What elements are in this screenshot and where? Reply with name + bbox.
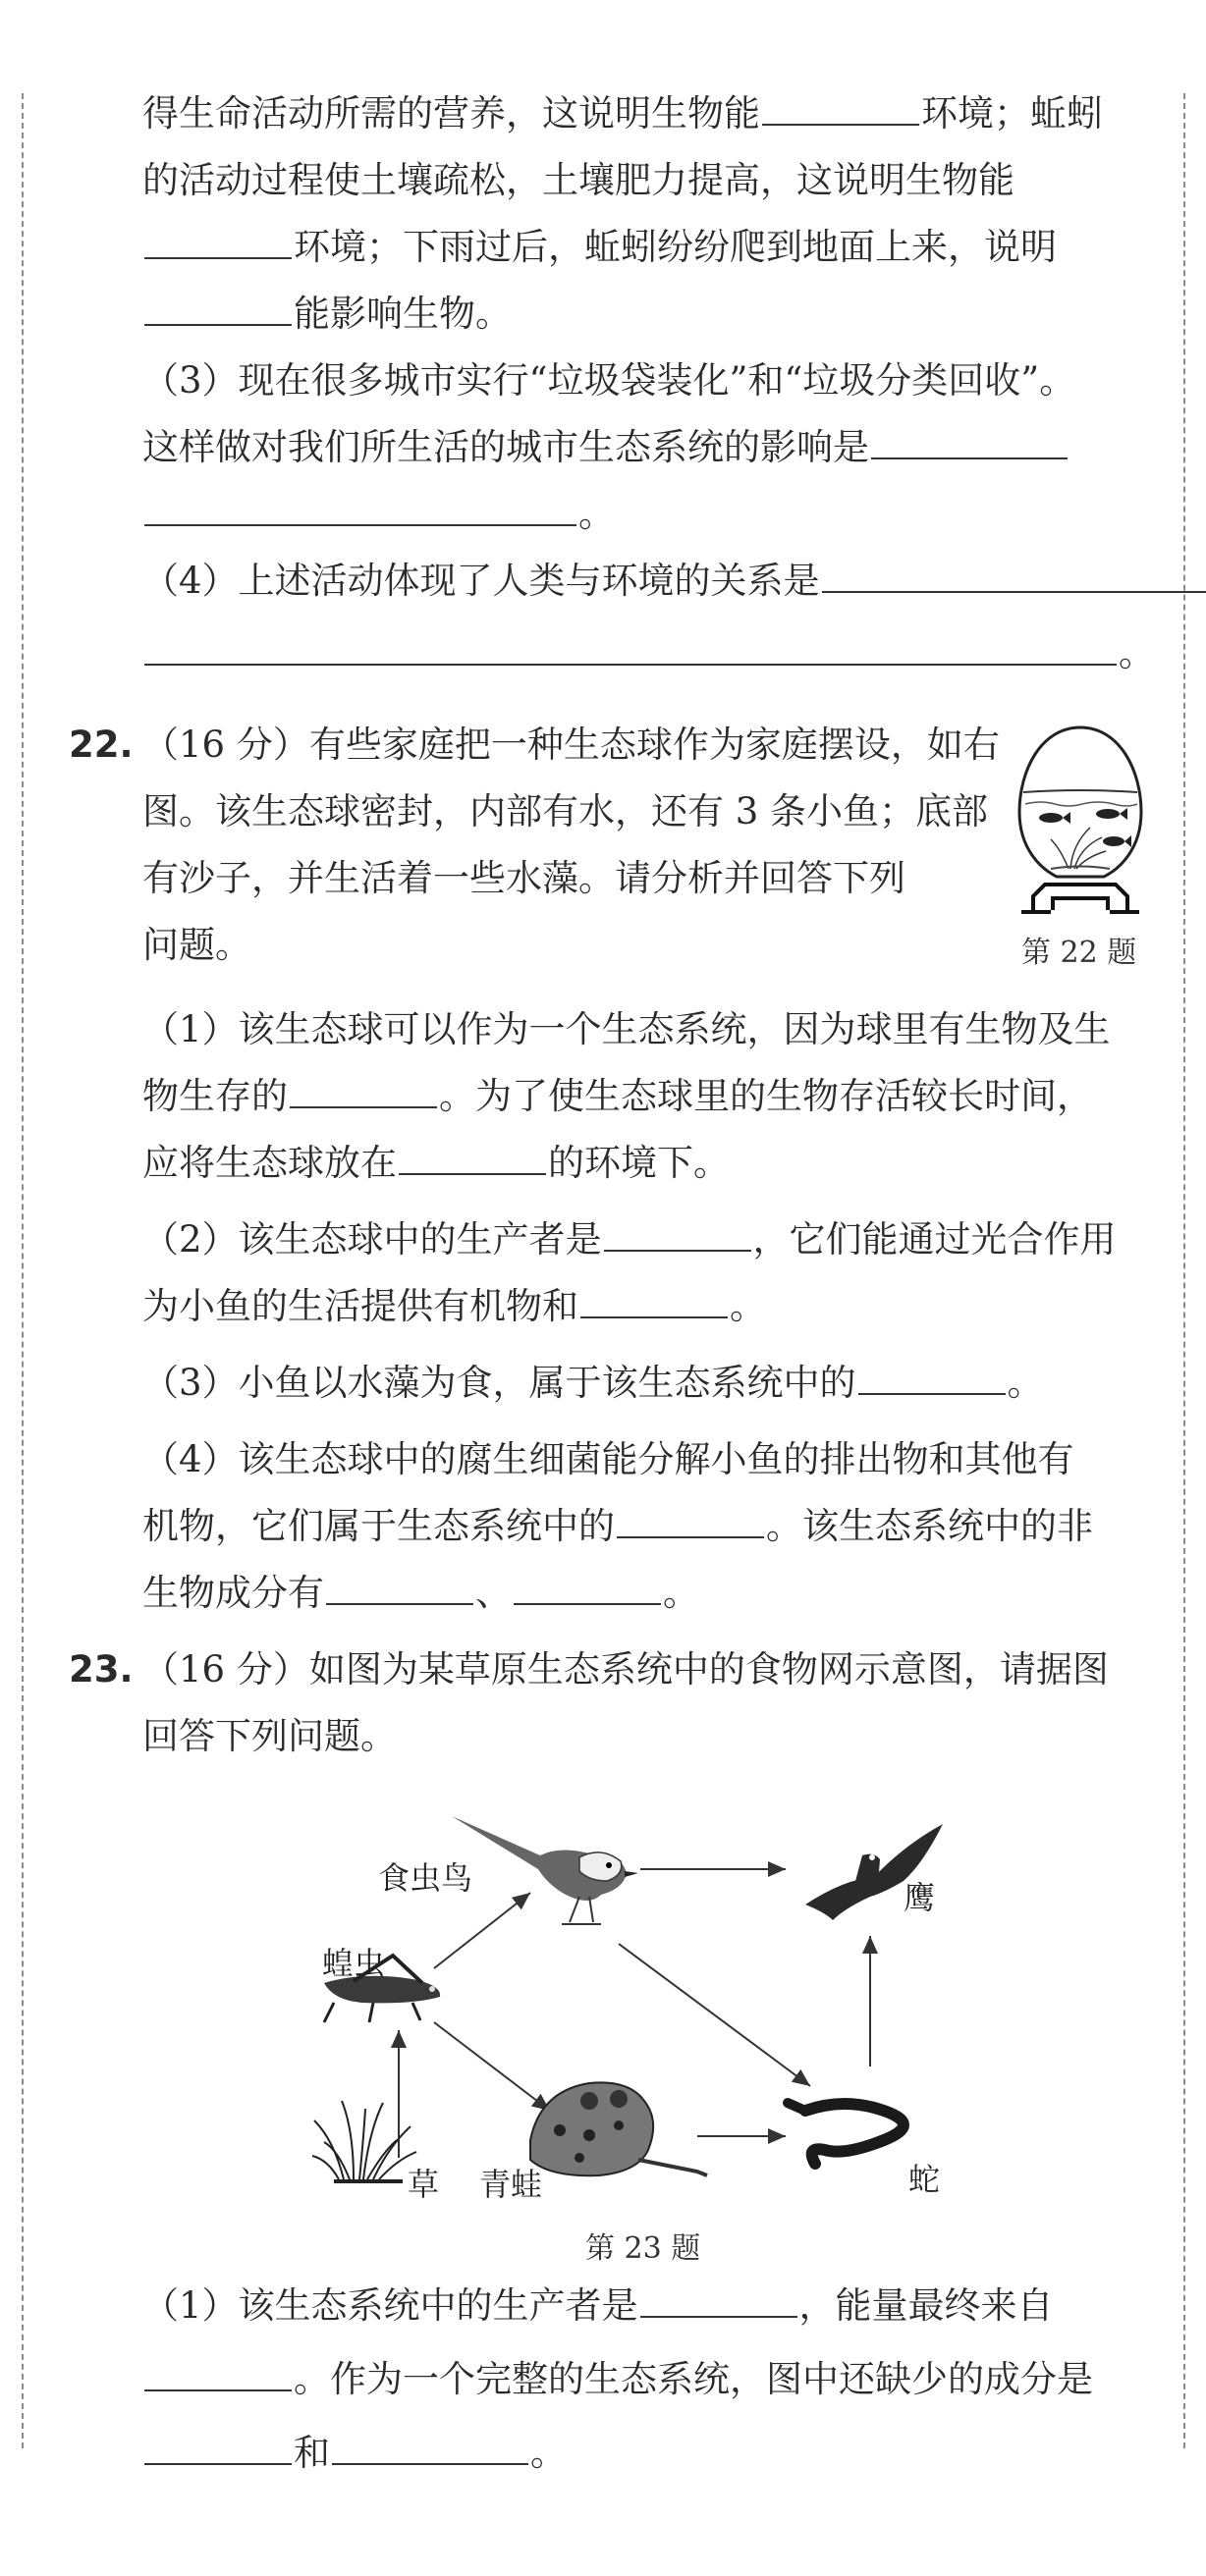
answer-blank[interactable] bbox=[290, 1073, 437, 1108]
answer-blank[interactable] bbox=[822, 558, 1206, 593]
q22-part-2-line-2: 为小鱼的生活提供有机物和 。 bbox=[142, 1285, 766, 1327]
q21-part-3-line-1: （3）现在很多城市实行“垃圾袋装化”和“垃圾分类回收”。 bbox=[142, 359, 1076, 402]
q21-part-3-line-2: 这样做对我们所生活的城市生态系统的影响是 bbox=[142, 424, 1144, 471]
q23-part-1-line-1: （1）该生态系统中的生产者是 ，能量最终来自 bbox=[142, 2284, 1054, 2327]
q23-number: 23. bbox=[69, 1648, 134, 1690]
insectivorous-bird-icon bbox=[452, 1816, 638, 1924]
q22-part-4-line-1: （4）该生态球中的腐生细菌能分解小鱼的排出物和其他有 bbox=[142, 1438, 1074, 1480]
q21-line-1: 得生命活动所需的营养，这说明生物能 环境；蚯蚓 bbox=[142, 92, 1103, 134]
answer-blank[interactable] bbox=[144, 2430, 292, 2465]
answer-blank[interactable] bbox=[604, 1216, 751, 1252]
q22-stem-line-3: 有沙子，并生活着一些水藻。请分析并回答下列 bbox=[142, 857, 905, 899]
q22-part-2-line-1: （2）该生态球中的生产者是 ，它们能通过光合作用 bbox=[142, 1218, 1117, 1261]
q22-stem-line-4: 问题。 bbox=[142, 924, 251, 966]
answer-blank[interactable] bbox=[144, 491, 576, 526]
snake-icon bbox=[788, 2103, 904, 2164]
frog-icon bbox=[530, 2082, 707, 2175]
label-hawk: 鹰 bbox=[904, 1879, 936, 1916]
q22-part-1-line-3: 应将生态球放在 的环境下。 bbox=[142, 1142, 730, 1184]
q21-line-2: 的活动过程使土壤疏松，土壤肥力提高，这说明生物能 bbox=[142, 159, 1014, 201]
q22-part-3: （3）小鱼以水藻为食，属于该生态系统中的 。 bbox=[142, 1362, 1044, 1404]
label-grass: 草 bbox=[408, 2166, 440, 2203]
q22-part-4-line-2: 机物，它们属于生态系统中的 。该生态系统中的非 bbox=[142, 1505, 1093, 1547]
q22-stem-line-1: （16 分）有些家庭把一种生态球作为家庭摆设，如右 bbox=[142, 724, 1000, 766]
food-web-diagram bbox=[295, 1787, 982, 2199]
answer-blank[interactable] bbox=[144, 630, 1117, 666]
grass-icon bbox=[312, 2101, 416, 2181]
q23-part-1-line-2: 。作为一个完整的生态系统，图中还缺少的成分是 bbox=[142, 2356, 1144, 2403]
q22-stem-line-2: 图。该生态球密封，内部有水，还有 3 条小鱼；底部 bbox=[142, 790, 989, 832]
answer-blank[interactable] bbox=[399, 1140, 546, 1175]
figure-23-caption: 第 23 题 bbox=[585, 2231, 701, 2266]
q23-part-1-line-3: 和 。 bbox=[142, 2430, 1144, 2477]
q21-part-3-line-3: 。 bbox=[142, 491, 1144, 538]
figure-22-caption: 第 22 题 bbox=[1021, 936, 1137, 970]
label-grasshopper: 蝗虫 bbox=[322, 1945, 386, 1982]
answer-blank[interactable] bbox=[332, 2430, 528, 2465]
right-fold-line bbox=[1183, 93, 1185, 2448]
sphere-stand bbox=[1021, 885, 1139, 912]
answer-blank[interactable] bbox=[858, 1360, 1006, 1395]
q23-stem-line-1: （16 分）如图为某草原生态系统中的食物网示意图，请据图 bbox=[142, 1648, 1109, 1690]
q22-part-1-line-1: （1）该生态球可以作为一个生态系统，因为球里有生物及生 bbox=[142, 1008, 1111, 1050]
arrow-grasshopper-to-frog bbox=[434, 2022, 550, 2111]
answer-blank[interactable] bbox=[144, 291, 292, 326]
arrow-grasshopper-to-bird bbox=[434, 1893, 530, 1968]
answer-blank[interactable] bbox=[514, 1570, 661, 1605]
q21-part-4-line-2: 。 bbox=[142, 630, 1144, 677]
answer-blank[interactable] bbox=[144, 2356, 292, 2391]
label-snake: 蛇 bbox=[908, 2161, 941, 2198]
q22-part-1-line-2: 物生存的 。为了使生态球里的生物存活较长时间， bbox=[142, 1075, 1093, 1117]
answer-blank[interactable] bbox=[762, 90, 919, 126]
answer-blank[interactable] bbox=[871, 424, 1068, 459]
arrow-bird-to-snake bbox=[619, 1944, 810, 2086]
eco-sphere-figure bbox=[1012, 722, 1149, 918]
q23-stem-line-2: 回答下列问题。 bbox=[142, 1715, 397, 1757]
label-frog: 青蛙 bbox=[479, 2166, 543, 2203]
answer-blank[interactable] bbox=[617, 1503, 764, 1538]
answer-blank[interactable] bbox=[144, 224, 292, 259]
left-fold-line bbox=[22, 93, 24, 2448]
answer-blank[interactable] bbox=[640, 2282, 797, 2318]
q22-part-4-line-3: 生物成分有 、 。 bbox=[142, 1572, 699, 1614]
answer-blank[interactable] bbox=[326, 1570, 473, 1605]
q21-line-3: 环境；下雨过后，蚯蚓纷纷爬到地面上来，说明 bbox=[142, 224, 1144, 271]
q22-number: 22. bbox=[69, 724, 134, 766]
label-bird: 食虫鸟 bbox=[378, 1859, 473, 1897]
q21-part-4-line-1: （4）上述活动体现了人类与环境的关系是 bbox=[142, 558, 1144, 605]
q21-line-4: 能影响生物。 bbox=[142, 291, 1144, 338]
answer-blank[interactable] bbox=[580, 1283, 728, 1318]
